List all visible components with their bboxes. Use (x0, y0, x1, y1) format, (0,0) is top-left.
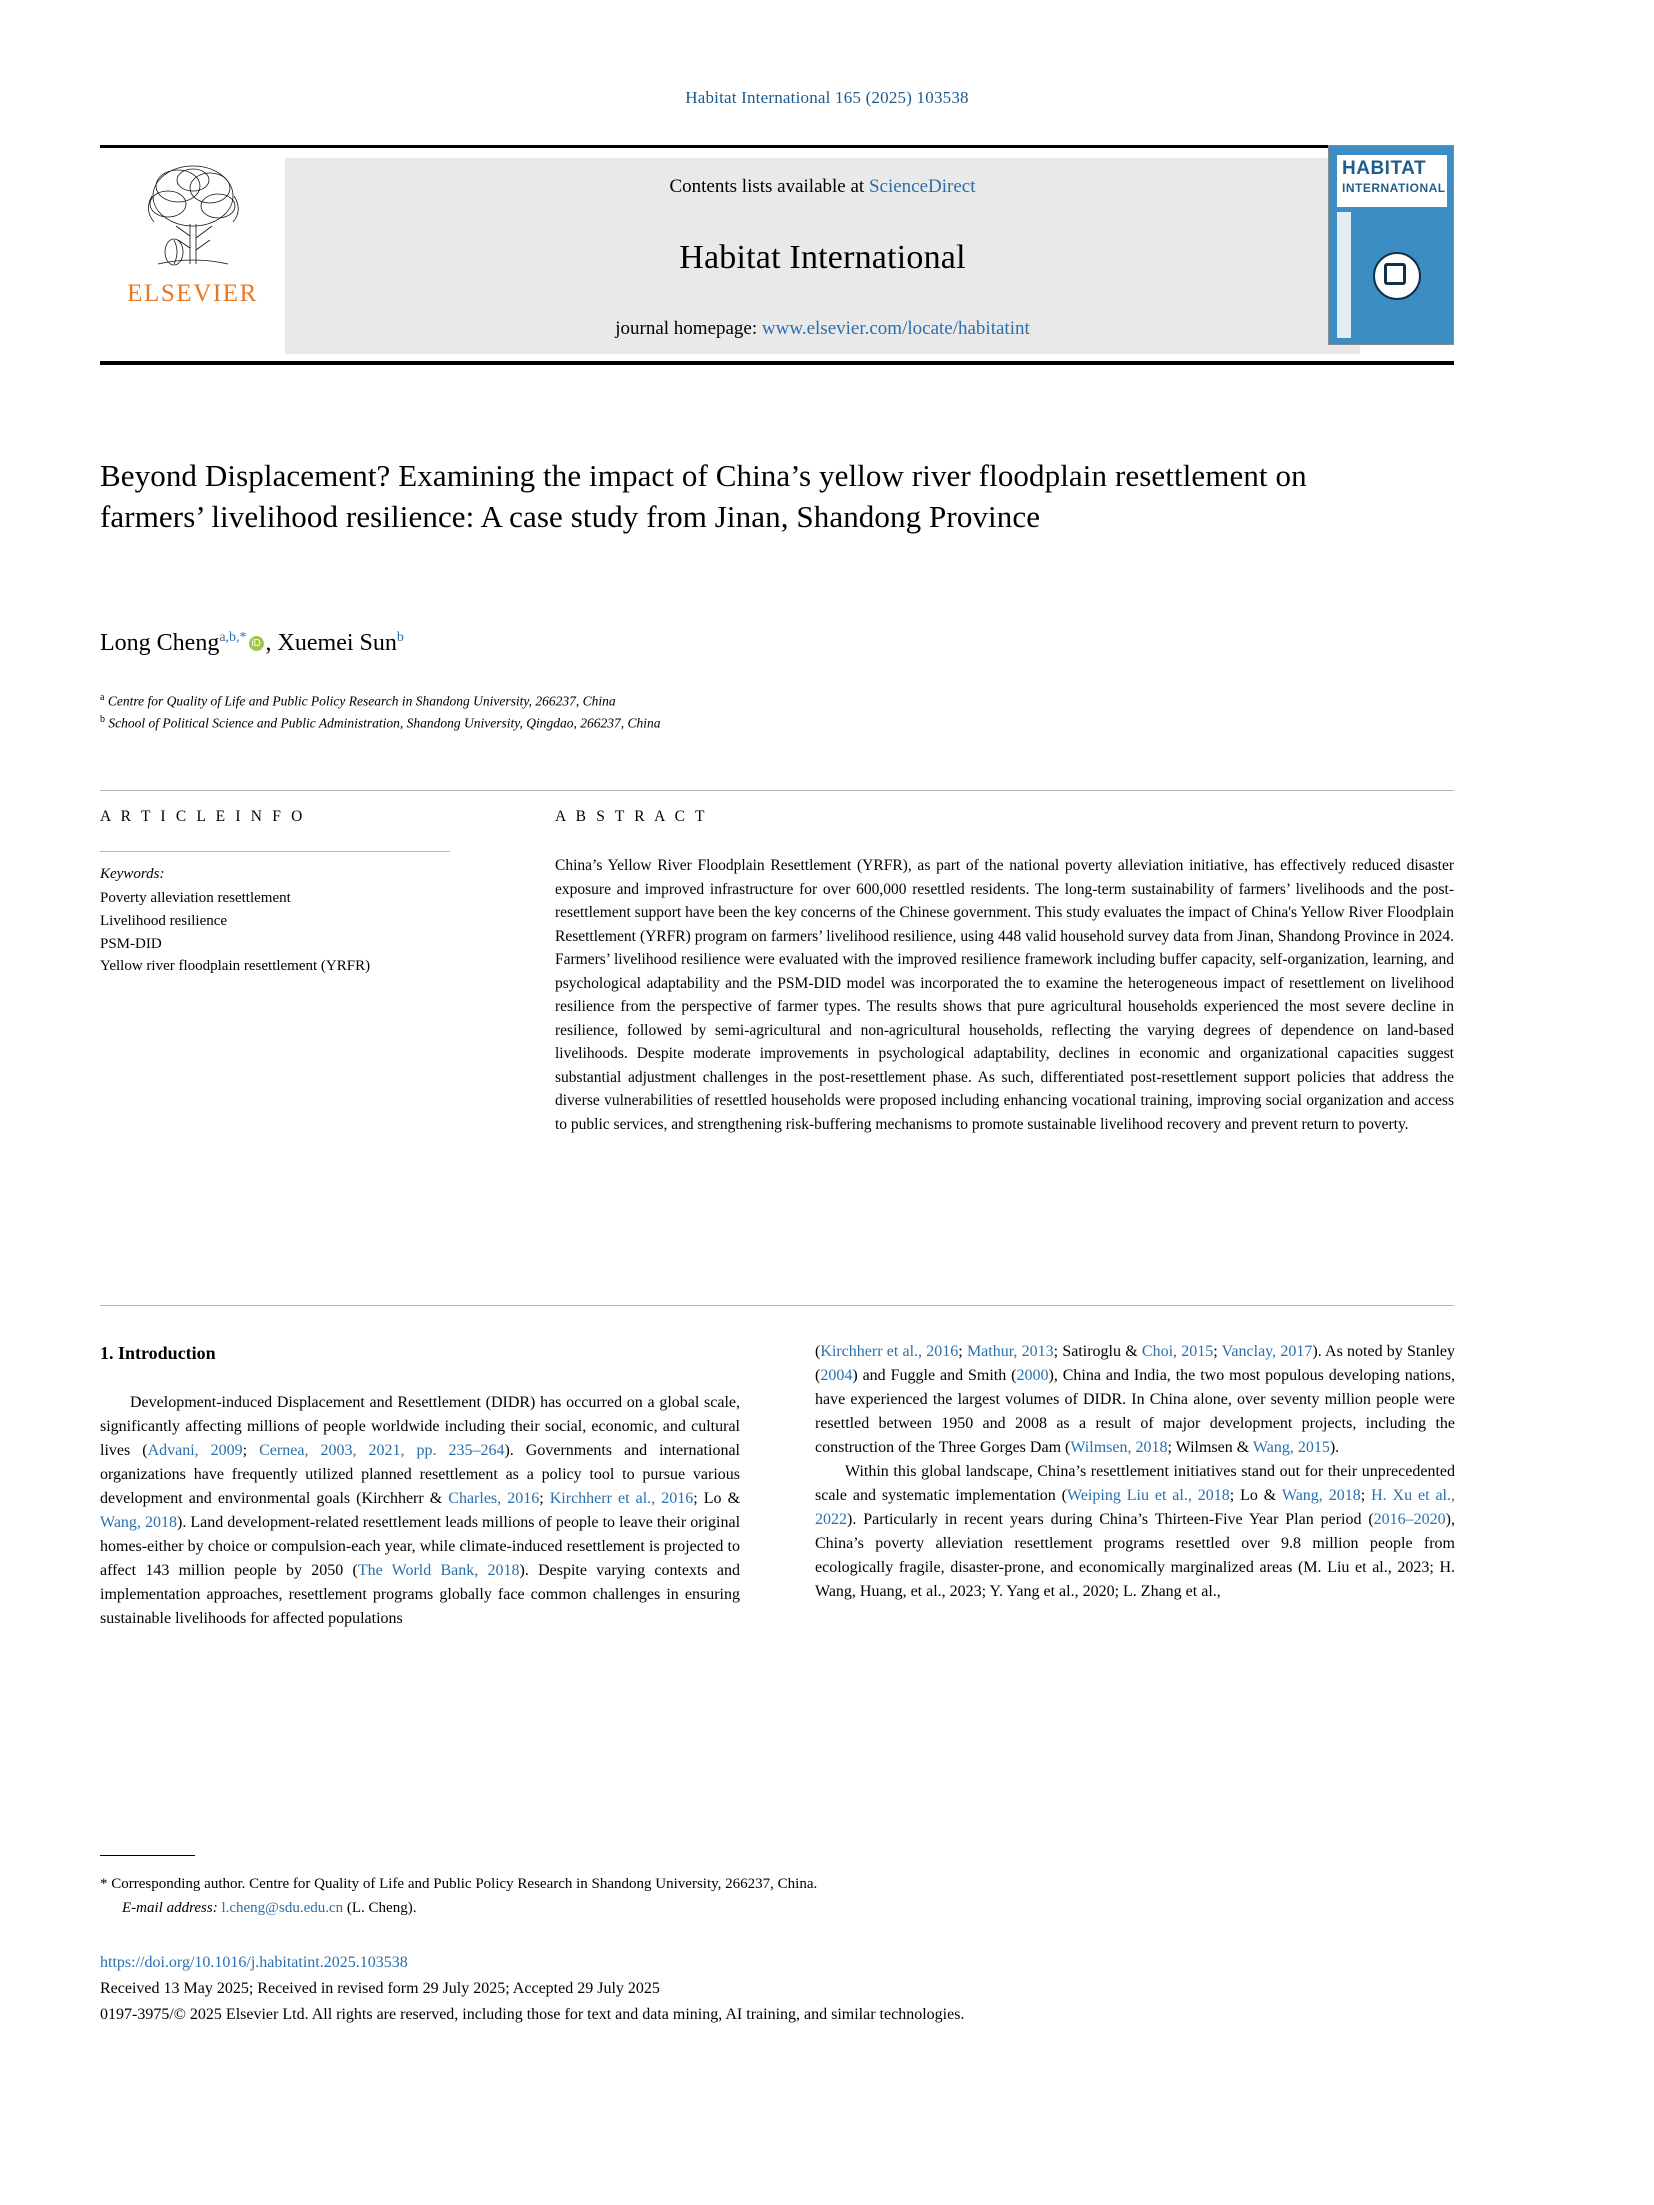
doi-link[interactable]: https://doi.org/10.1016/j.habitatint.2025.103538 (100, 1954, 408, 1971)
author-marks-1: a,b,* (219, 630, 247, 645)
keyword-item: Yellow river floodplain resettlement (YRFR) (100, 958, 371, 975)
affiliation-b (100, 712, 1350, 734)
journal-cover-thumbnail[interactable] (1328, 145, 1454, 345)
article-info-block (100, 808, 480, 978)
affiliation-a (100, 690, 1350, 712)
keywords-label: Keywords: (100, 866, 165, 882)
abstract-rule-bottom (100, 1305, 1454, 1306)
email-owner: (L. Cheng). (346, 1900, 417, 1916)
journal-banner-center (285, 158, 1360, 354)
homepage-prefix: journal homepage: (615, 318, 762, 339)
journal-banner (100, 145, 1454, 365)
cover-title-line2: INTERNATIONAL (1342, 181, 1446, 195)
affiliation-mark-b: b (100, 714, 105, 726)
running-head: Habitat International 165 (2025) 103538 (685, 88, 969, 107)
body-column-right (815, 1340, 1455, 1604)
author-name-2: Xuemei Sun (277, 630, 397, 656)
body-paragraph: Development-induced Displacement and Resettlement (DIDR) has occurred on a global scale, significantly affecting millions of people worldwide including their social, economic, and cultural lives (Advani, 2009; Cernea, 2003, 2021, pp. 235–264). Governments and international organizations have frequently utilized planned resettlement as a policy tool to pursue various development and environmental goals (Kirchherr & Charles, 2016; Kirchherr et al., 2016; Lo & Wang, 2018). Land development-related resettlement leads millions of people to leave their original homes-either by choice or compulsion-each year, while climate-induced resettlement is projected to affect 143 million people by 2050 (The World Bank, 2018). Despite varying contexts and implementation approaches, resettlement programs globally face common challenges in ensuring sustainable livelihoods for affected populations (100, 1394, 741, 1627)
footnote-divider (100, 1855, 195, 1856)
copyright-line: 0197-3975/© 2025 Elsevier Ltd. All rights are reserved, including those for text and data mining, AI training, and similar technologies. (100, 2005, 965, 2023)
keyword-item: PSM-DID (100, 935, 162, 952)
author-name-1: Long Cheng (100, 630, 220, 656)
abstract-block (555, 808, 1454, 1137)
body-column-left (100, 1340, 740, 1631)
cover-title-line1: HABITAT (1342, 158, 1427, 179)
cover-sidebar-strip (1337, 212, 1351, 338)
contents-prefix: Contents lists available at (669, 176, 869, 197)
section-heading-introduction: 1. Introduction (100, 1343, 216, 1363)
footnote-block (100, 1872, 1300, 1920)
abstract-rule-top (100, 790, 1454, 791)
orcid-icon[interactable]: iD (249, 636, 264, 651)
body-paragraph: (Kirchherr et al., 2016; Mathur, 2013; Satiroglu & Choi, 2015; Vanclay, 2017). As noted by Stanley (2004) and Fuggle and Smith (2000), China and India, the two most populous developing nations, have experienced the largest volumes of DIDR. In China alone, over seventy million people were resettled between 1950 and 2008 as a result of major development projects, including the construction of the Three Gorges Dam (Wilmsen, 2018; Wilmsen & Wang, 2015). (815, 1343, 1456, 1456)
author-separator: , (265, 630, 278, 656)
affiliation-list (100, 690, 1350, 735)
author-list (100, 630, 1300, 657)
sciencedirect-link[interactable]: ScienceDirect (868, 176, 976, 197)
abstract-text: China’s Yellow River Floodplain Resettlement (YRFR), as part of the national poverty alleviation initiative, has effectively reduced disaster exposure and improved infrastructure for over 600,000 resettled residents. The long-term sustainability of farmers’ livelihoods and the post-resettlement support have been the key concerns of the Chinese government. This study evaluates the impact of China's Yellow River Floodplain Resettlement (YRFR) program on farmers’ livelihood resilience, using 448 valid household survey data from Jinan, Shandong Province in 2024. Farmers’ livelihood resilience were evaluated with the improved resilience framework including buffer capacity, self-organization, learning, and psychological adaptability and the PSM-DID model was incorporated the to examine the heterogeneous impact of resettlement on livelihood resilience from the perspective of farmer types. The results shows that pure agricultural households experienced the most severe decline in resilience, followed by semi-agricultural and non-agricultural households, reflecting the varying degrees of dependence on land-based livelihoods. Despite moderate improvements in psychological adaptability, declines in economic and organizational capacities suggest substantial adjustment challenges in the post-resettlement phase. As such, differentiated post-resettlement support policies that address the diverse vulnerabilities of resettled households were proposed including enhancing vocational training, improving social organization and access to public services, and strengthening risk-buffering mechanisms to promote sustainable livelihood recovery and prevent return to poverty. (555, 857, 1454, 1134)
affiliation-mark-a: a (100, 692, 105, 703)
page-title: Beyond Displacement? Examining the impact of China’s yellow river floodplain resettlement on farmers’ livelihood resilience: A case study from Jinan, Shandong Province (100, 458, 1307, 535)
homepage-line (615, 318, 1030, 340)
received-dates: Received 13 May 2025; Received in revised form 29 July 2025; Accepted 29 July 2025 (100, 1979, 660, 1997)
elsevier-wordmark: ELSEVIER (127, 280, 258, 307)
body-paragraph: Within this global landscape, China’s resettlement initiatives stand out for their unprecedented scale and systematic implementation (Weiping Liu et al., 2018; Lo & Wang, 2018; H. Xu et al., 2022). Particularly in recent years during China’s Thirteen-Five Year Plan period (2016–2020), China’s poverty alleviation resettlement programs resettled over 9.8 million people from ecologically fragile, disaster-prone, and economically marginalized areas (M. Liu et al., 2023; H. Wang, Huang, et al., 2023; Y. Yang et al., 2020; L. Zhang et al., (815, 1463, 1455, 1600)
email-label: E-mail address: (122, 1900, 218, 1916)
corresponding-author-note: * Corresponding author. Centre for Quality of Life and Public Policy Research in Shandong University, 266237, China. (100, 1876, 818, 1892)
article-info-heading: A R T I C L E I N F O (100, 808, 306, 825)
keywords-list (100, 887, 480, 978)
keyword-item: Livelihood resilience (100, 912, 228, 929)
elsevier-logo (100, 148, 285, 361)
abstract-heading: A B S T R A C T (555, 808, 708, 825)
journal-homepage-link[interactable]: www.elsevier.com/locate/habitatint (761, 318, 1030, 339)
contents-line (669, 176, 975, 198)
keywords-divider (100, 851, 450, 852)
cover-emblem-icon (1373, 252, 1421, 300)
journal-title: Habitat International (679, 239, 966, 276)
affiliation-text-a: Centre for Quality of Life and Public Policy Research in Shandong University, 266237, China (107, 693, 616, 709)
author-marks-2: b (396, 630, 404, 645)
affiliation-text-b: School of Political Science and Public Administration, Shandong University, Qingdao, 266237, China (108, 715, 661, 731)
keyword-item: Poverty alleviation resettlement (100, 890, 291, 906)
email-line (122, 1896, 1300, 1920)
elsevier-tree-icon (138, 156, 248, 274)
doi-block (100, 1950, 1400, 2028)
email-link[interactable]: l.cheng@sdu.edu.cn (221, 1900, 344, 1916)
